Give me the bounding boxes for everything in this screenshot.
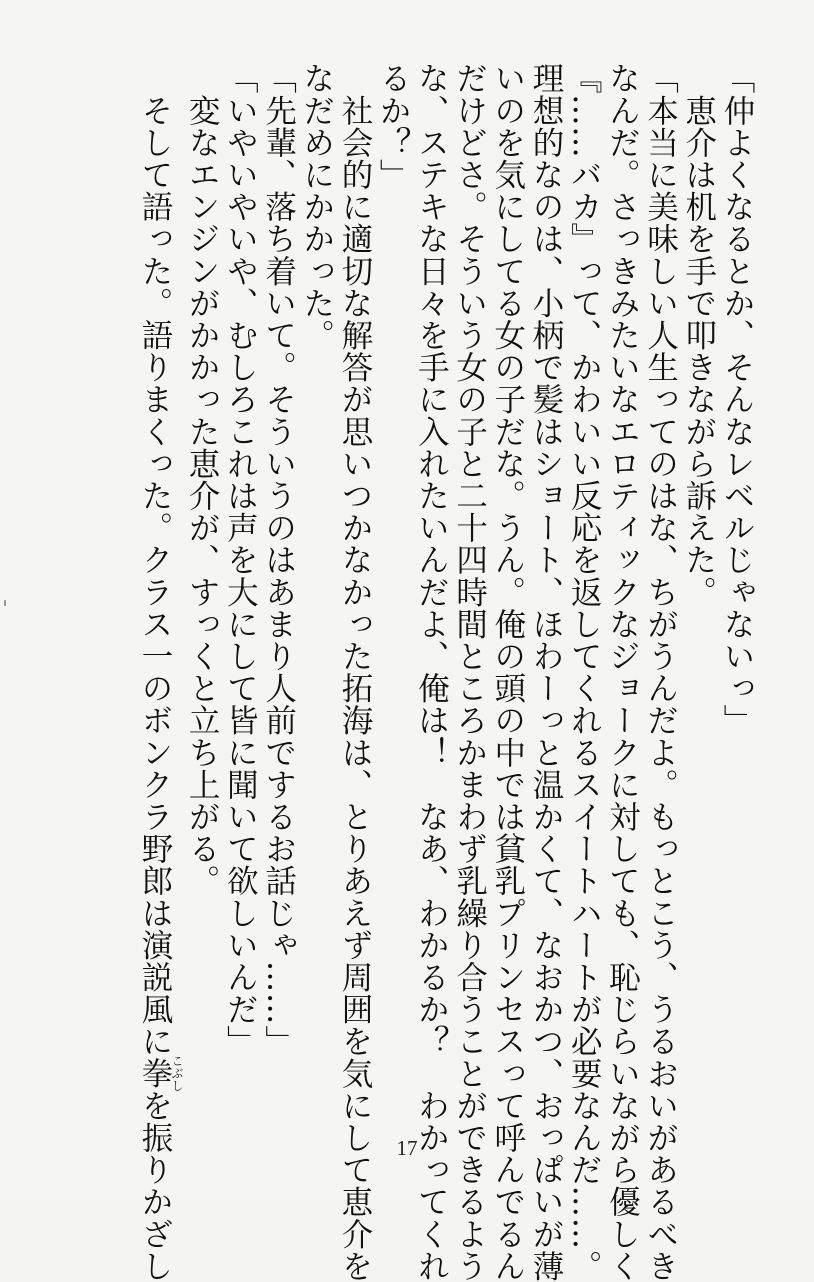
text-line: 社会的に適切な解答が思いつかなかった拓海は、とりあえず周囲を気にして恵介を (336, 62, 373, 1282)
text-line: なだめにかかった。 (298, 62, 335, 351)
text-line: 『……バカ』って、かわいい反応を返してくれるスイートハートが必要なんだ……。 (566, 62, 603, 1282)
ruby-kanji: 拳こぶし (136, 1054, 184, 1093)
text-line: だけどさ。そういう女の子と二十四時間ところかまわず乳繰り合うことができるよう (451, 62, 488, 1282)
text-line: いのを気にしてる女の子だな。うん。俺の頭の中では貧乳プリンセスって呼んでるん (489, 62, 526, 1282)
text-line: 恵介は机を手で叩きながら訴えた。 (680, 62, 717, 608)
text-line: るか？」 (375, 62, 412, 191)
text-line: 「本当に美味しい人生ってのはな、ちがうんだよ。もっとこう、うるおいがあるべき (642, 62, 679, 1282)
text-line: 理想的なのは、小柄で髪はショート、ほわーっと温かくて、なおかつ、おっぱいが薄 (527, 62, 564, 1282)
ruby-reading: こぶし (169, 1054, 184, 1093)
text-line: なんだ。さっきみたいなエロティックなジョークに対しても、恥じらいながら優しく (604, 62, 641, 1282)
text-line: な、ステキな日々を手に入れたいんだよ、俺は！ なあ、わかるか？ わかってくれ (413, 62, 450, 1282)
text-line-before-ruby: そして語った。語りまくった。クラス一のボンクラ野郎は演説風に拳こぶしを振りかざし (136, 62, 184, 1282)
text-line: 「いやいやいや、むしろこれは声を大にして皆に聞いて欲しいんだ」 (222, 62, 259, 1058)
text-line: 「仲よくなるとか、そんなレベルじゃないっ」 (719, 62, 755, 737)
text-line-with-ruby (136, 62, 184, 1282)
text-line: 変なエンジンがかかった恵介が、すっくと立ち上がる。 (184, 62, 221, 897)
text-line: 「先輩、落ち着いて。そういうのはあまり人前でするお話じゃ……」 (260, 62, 297, 1058)
page-number: 17 (396, 1136, 418, 1160)
scan-speck (4, 600, 6, 606)
